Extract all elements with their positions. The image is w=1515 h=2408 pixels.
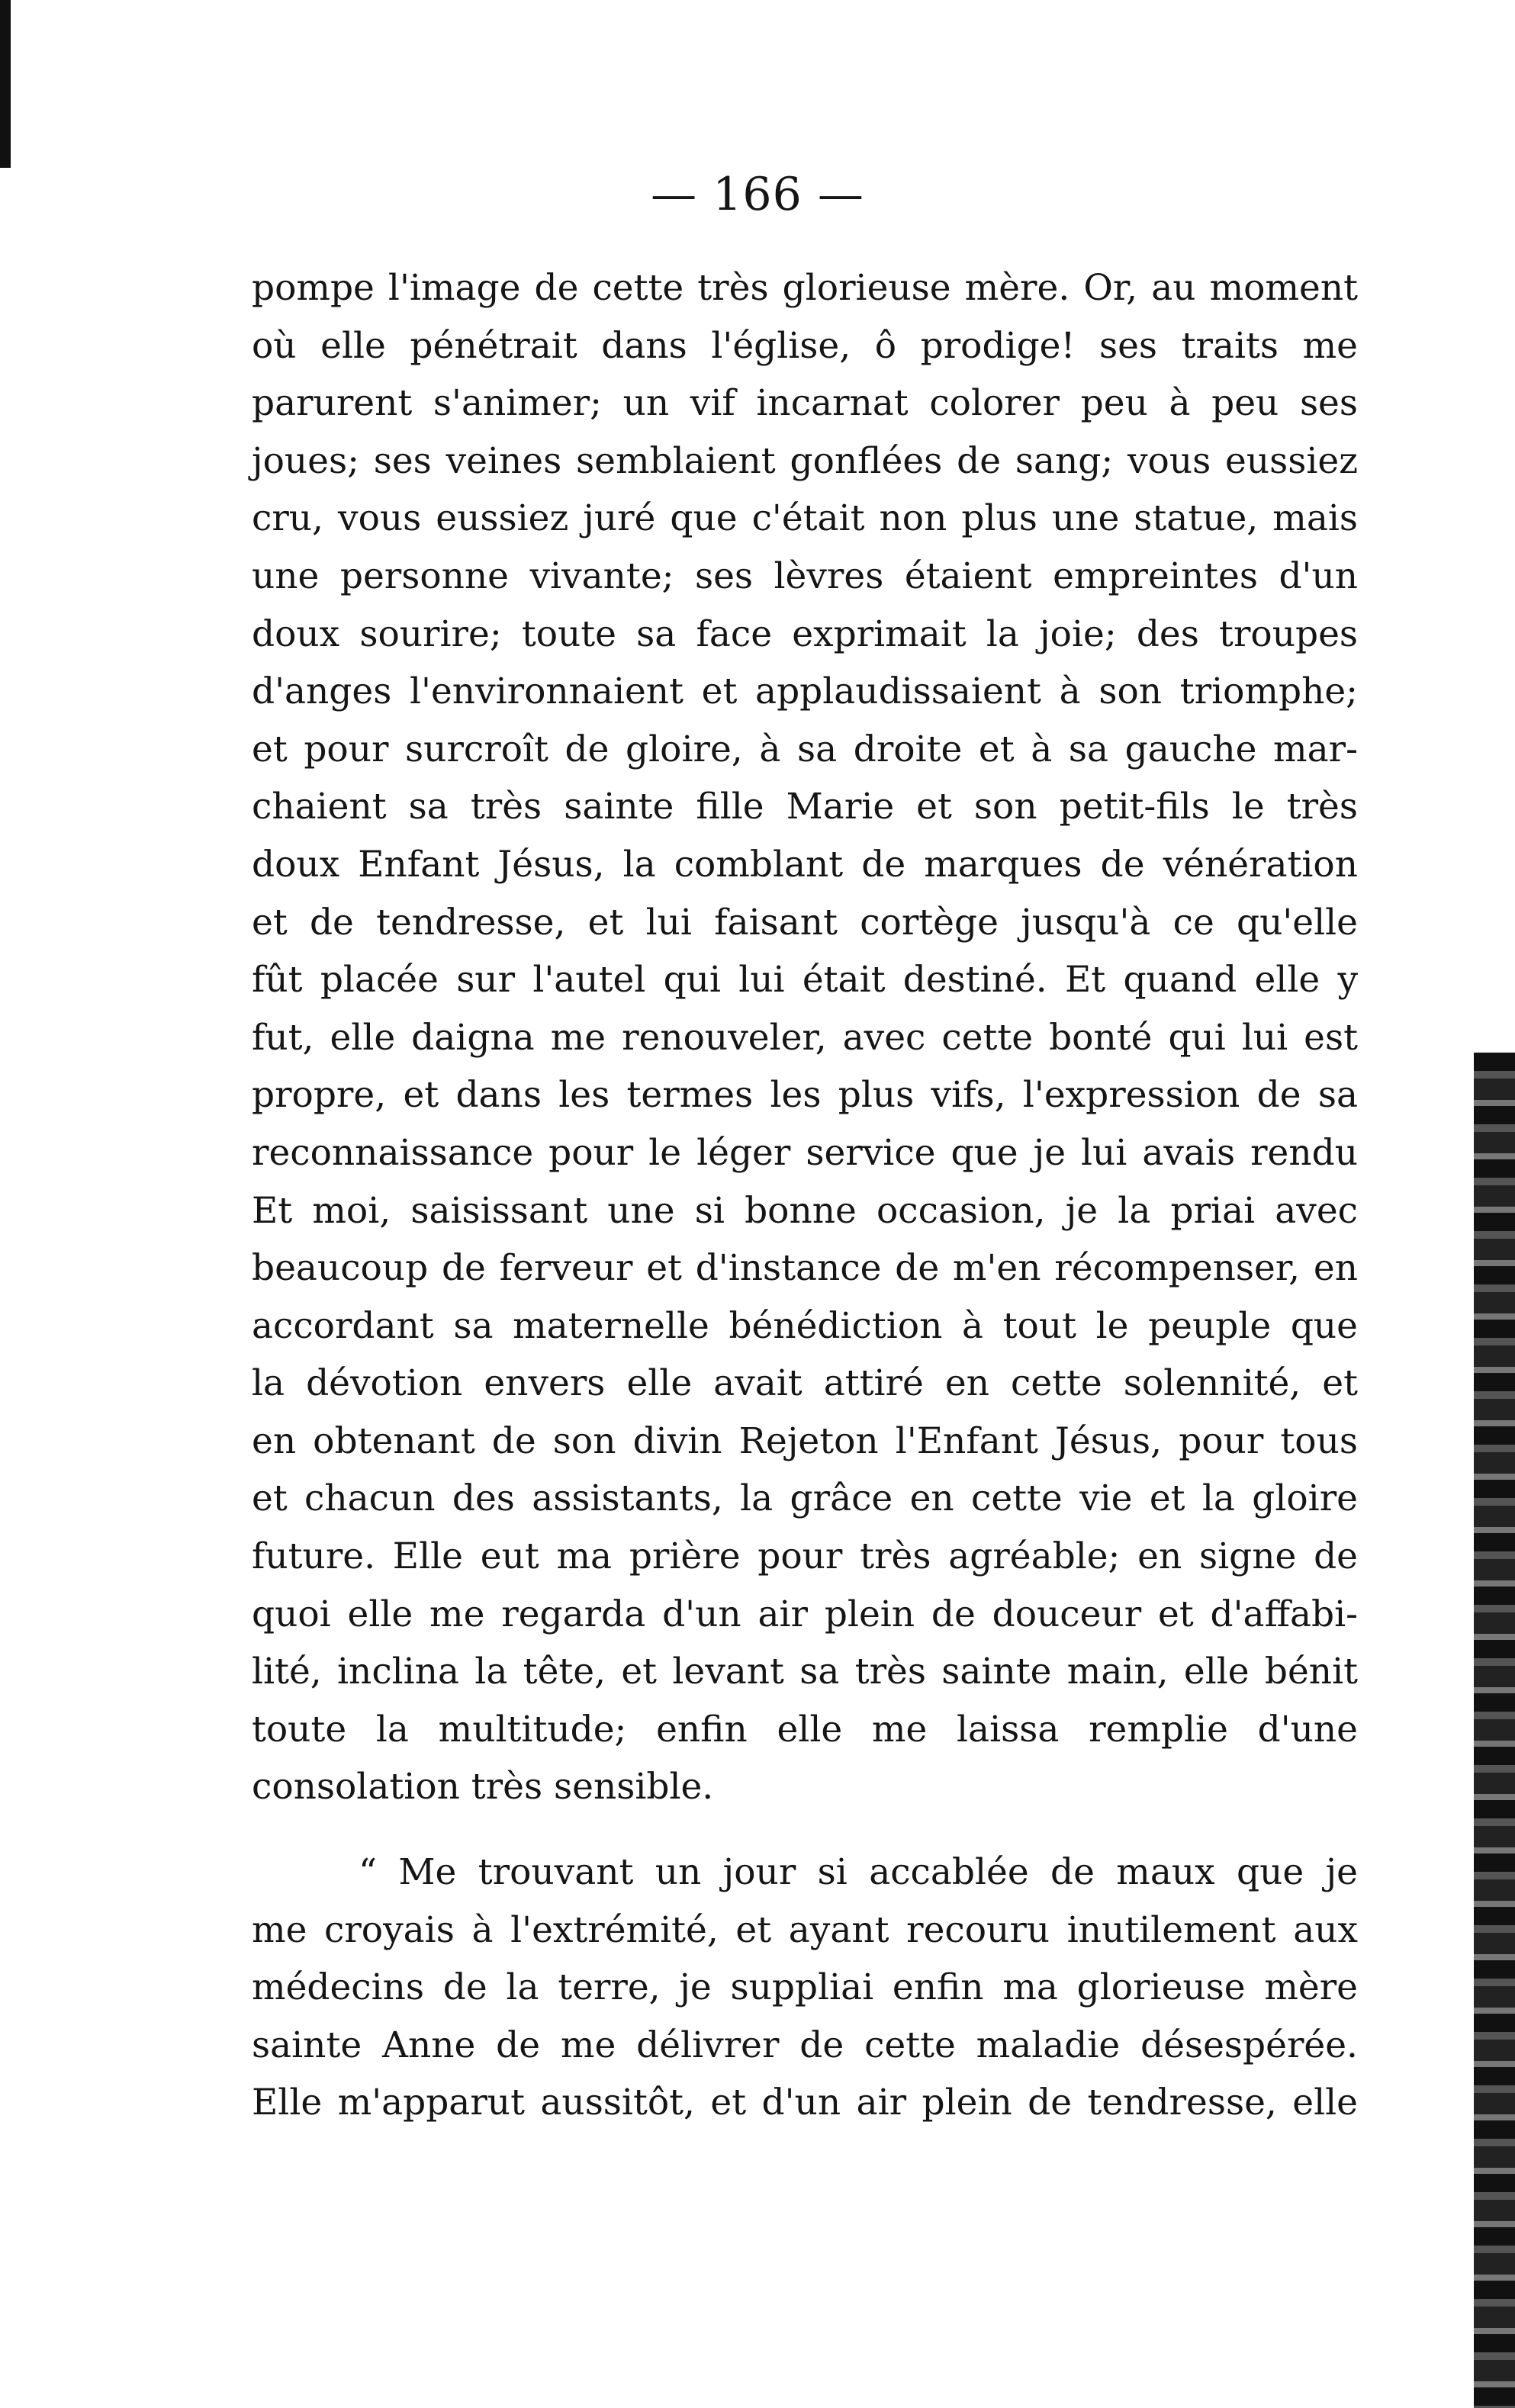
- text-line: chaient sa très sainte fille Marie et son petit-fils le très: [252, 786, 1358, 828]
- text-line: lité, inclina la tête, et levant sa très sainte main, elle bénit: [252, 1651, 1358, 1693]
- text-line: me croyais à l'extrémité, et ayant recouru inutilement aux: [252, 1908, 1358, 1951]
- scan-edge-mark: [0, 0, 11, 168]
- paragraph-gap: [252, 1816, 1358, 1844]
- text-line: doux sourire; toute sa face exprimait la joie; des troupes: [252, 612, 1358, 655]
- text-line: consolation très sensible.: [252, 1766, 714, 1808]
- text-line: fut, elle daigna me renouveler, avec cette bonté qui lui est: [252, 1016, 1358, 1059]
- text-line: Et moi, saisissant une si bonne occasion, je la priai avec: [252, 1189, 1358, 1232]
- text-line: d'anges l'environnaient et applaudissaient à son triomphe;: [252, 670, 1358, 713]
- text-line: fût placée sur l'autel qui lui était destiné. Et quand elle y: [252, 959, 1358, 1001]
- text-line: une personne vivante; ses lèvres étaient empreintes d'un: [252, 555, 1358, 597]
- text-line: pompe l'image de cette très glorieuse mère. Or, au moment: [252, 267, 1358, 309]
- text-line: parurent s'animer; un vif incarnat colorer peu à peu ses: [252, 382, 1358, 425]
- text-line: en obtenant de son divin Rejeton l'Enfant Jésus, pour tous: [252, 1419, 1358, 1462]
- paragraph: [252, 259, 1358, 1816]
- text-line: toute la multitude; enfin elle me laissa remplie d'une: [252, 1708, 1358, 1751]
- text-line: sainte Anne de me délivrer de cette maladie désespérée.: [252, 2024, 1358, 2066]
- text-line: la dévotion envers elle avait attiré en cette solennité, et: [252, 1362, 1358, 1405]
- text-line: accordant sa maternelle bénédiction à tout le peuple que: [252, 1304, 1358, 1347]
- text-line: propre, et dans les termes les plus vifs, l'expression de sa: [252, 1074, 1358, 1117]
- text-line: et chacun des assistants, la grâce en cette vie et la gloire: [252, 1477, 1358, 1520]
- page-body: [252, 259, 1358, 2132]
- text-line: Elle m'apparut aussitôt, et d'un air plein de tendresse, elle: [252, 2082, 1358, 2124]
- text-line: et de tendresse, et lui faisant cortège jusqu'à ce qu'elle: [252, 901, 1358, 944]
- text-line: reconnaissance pour le léger service que je lui avais rendu: [252, 1131, 1358, 1174]
- text-line: où elle pénétrait dans l'église, ô prodige! ses traits me: [252, 324, 1358, 367]
- text-line: beaucoup de ferveur et d'instance de m'en récompenser, en: [252, 1247, 1358, 1290]
- text-line: quoi elle me regarda d'un air plein de douceur et d'affabi-: [252, 1593, 1358, 1635]
- text-line: “ Me trouvant un jour si accablée de maux que je: [359, 1851, 1358, 1894]
- text-line: doux Enfant Jésus, la comblant de marques de vénération: [252, 843, 1358, 886]
- text-line: cru, vous eussiez juré que c'était non plus une statue, mais: [252, 497, 1358, 540]
- text-line: et pour surcroît de gloire, à sa droite et à sa gauche mar-: [252, 728, 1358, 770]
- text-line: médecins de la terre, je suppliai enfin ma glorieuse mère: [252, 1966, 1358, 2009]
- text-line: future. Elle eut ma prière pour très agréable; en signe de: [252, 1535, 1358, 1578]
- paragraph: [252, 1844, 1358, 2132]
- scan-edge-strip: [1474, 1053, 1515, 2408]
- page-number: — 166 —: [651, 168, 864, 221]
- text-line: joues; ses veines semblaient gonflées de sang; vous eussiez: [252, 439, 1358, 482]
